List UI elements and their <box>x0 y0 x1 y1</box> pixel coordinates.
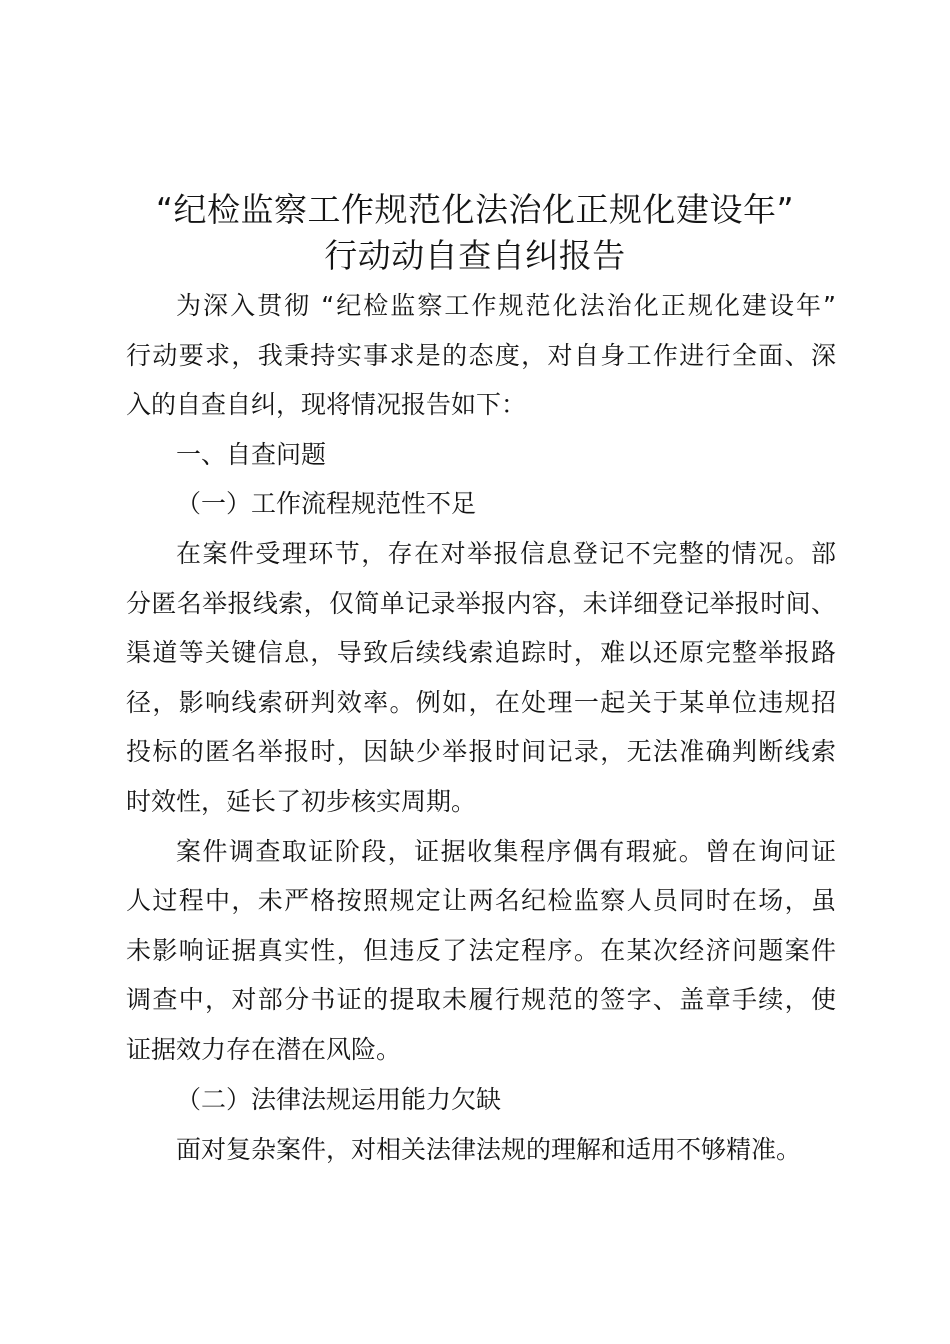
paragraph-line: 人过程中，未严格按照规定让两名纪检监察人员同时在场，虽 <box>126 886 836 915</box>
paragraph-line: 案件调查取证阶段，证据收集程序偶有瑕疵。曾在询问证 <box>176 837 836 866</box>
paragraph-line: 时效性，延长了初步核实周期。 <box>126 787 477 816</box>
paragraph-line: 在案件受理环节，存在对举报信息登记不完整的情况。部 <box>176 539 836 568</box>
subsection-heading: （一）工作流程规范性不足 <box>176 489 477 518</box>
paragraph-line: 渠道等关键信息，导致后续线索追踪时，难以还原完整举报路 <box>126 638 836 667</box>
section-heading: 一、自查问题 <box>176 440 327 469</box>
paragraph-line: 投标的匿名举报时，因缺少举报时间记录，无法准确判断线索 <box>126 737 836 766</box>
paragraph-line: 面对复杂案件，对相关法律法规的理解和适用不够精准。 <box>176 1135 802 1164</box>
document-title-line-2: 行动动自查自纠报告 <box>324 236 626 275</box>
paragraph-line: 未影响证据真实性，但违反了法定程序。在某次经济问题案件 <box>126 936 836 965</box>
subsection-heading: （二）法律法规运用能力欠缺 <box>176 1085 502 1114</box>
paragraph-line: 为深入贯彻 “纪检监察工作规范化法治化正规化建设年” <box>176 291 836 320</box>
paragraph-line: 调查中，对部分书证的提取未履行规范的签字、盖章手续，使 <box>126 985 836 1014</box>
paragraph-line: 径，影响线索研判效率。例如，在处理一起关于某单位违规招 <box>126 688 836 717</box>
document-title-line-1: “纪检监察工作规范化法治化正规化建设年” <box>155 190 795 229</box>
paragraph-line: 行动要求，我秉持实事求是的态度，对自身工作进行全面、深 <box>126 341 836 370</box>
paragraph-line: 分匿名举报线索，仅简单记录举报内容，未详细登记举报时间、 <box>126 589 836 618</box>
paragraph-line: 证据效力存在潜在风险。 <box>126 1035 402 1064</box>
paragraph-line: 入的自查自纠，现将情况报告如下： <box>126 390 527 419</box>
